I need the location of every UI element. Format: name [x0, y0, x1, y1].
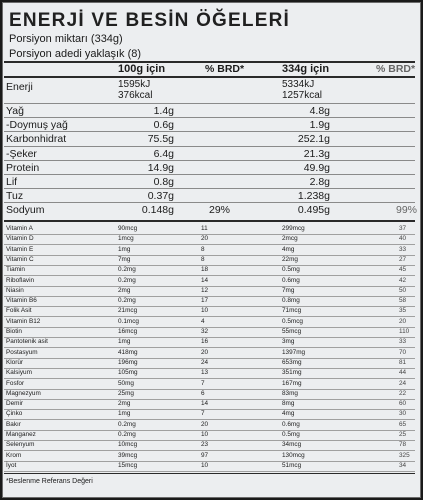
macro-row-divider: [4, 146, 415, 147]
vitamin-per100: 50mg: [118, 380, 134, 387]
vitamin-row-divider: [4, 234, 415, 235]
vitamin-row-divider: [4, 327, 415, 328]
energy-per-serving-kj: 5334kJ: [282, 79, 315, 90]
vitamin-per-serving: 351mg: [282, 369, 302, 376]
vitamin-name: Kalsiyum: [6, 369, 32, 376]
vitamin-per100: 0.2mg: [118, 277, 136, 284]
vitamins-divider: [4, 220, 415, 222]
vitamin-per100: 16mcg: [118, 328, 138, 335]
nutrient-per-serving: 21.3g: [303, 148, 330, 160]
vitamin-brd-per-serving: 70: [399, 349, 407, 356]
nutrient-per100: 0.6g: [153, 119, 174, 131]
vitamin-brd-per100: 8: [201, 246, 205, 253]
vitamin-per-serving: 3mg: [282, 338, 295, 345]
vitamin-name: Bakır: [6, 421, 21, 428]
vitamin-row-divider: [4, 368, 415, 369]
vitamin-brd-per-serving: 44: [399, 369, 407, 376]
vitamin-row-divider: [4, 358, 415, 359]
vitamin-per100: 0.2mg: [118, 266, 136, 273]
vitamin-name: İyot: [6, 462, 17, 469]
vitamin-brd-per100: 10: [201, 307, 209, 314]
vitamin-name: Klorür: [6, 359, 24, 366]
vitamin-per-serving: 51mcg: [282, 462, 302, 469]
vitamin-brd-per100: 10: [201, 431, 209, 438]
vitamin-row-divider: [4, 450, 415, 451]
vitamin-name: Vitamin A: [6, 225, 33, 232]
vitamin-per100: 21mcg: [118, 307, 138, 314]
nutrient-per-serving: 4.8g: [309, 105, 330, 117]
vitamin-brd-per100: 4: [201, 318, 205, 325]
vitamin-per-serving: 167mg: [282, 380, 302, 387]
vitamin-row-divider: [4, 378, 415, 379]
nutrient-name: Sodyum: [6, 204, 45, 216]
vitamin-name: Vitamin B6: [6, 297, 37, 304]
macro-row-divider: [4, 103, 415, 104]
macro-row-divider: [4, 131, 415, 132]
vitamin-brd-per100: 20: [201, 235, 209, 242]
vitamin-name: Postasyum: [6, 349, 38, 356]
vitamin-name: Fosfor: [6, 380, 25, 387]
vitamin-brd-per-serving: 22: [399, 390, 407, 397]
nutrient-name: Tuz: [6, 190, 24, 202]
vitamin-name: Krom: [6, 452, 22, 459]
vitamin-per-serving: 83mg: [282, 390, 298, 397]
energy-per100-kcal: 376kcal: [118, 90, 153, 101]
vitamin-brd-per-serving: 40: [399, 235, 407, 242]
nutrient-per100: 75.5g: [147, 133, 174, 145]
vitamin-name: Vitamin B12: [6, 318, 41, 325]
vitamin-name: Magnezyum: [6, 390, 41, 397]
vitamin-brd-per100: 17: [201, 297, 209, 304]
vitamin-brd-per-serving: 37: [399, 225, 407, 232]
vitamin-brd-per100: 16: [201, 338, 209, 345]
vitamin-row-divider: [4, 306, 415, 307]
vitamin-per-serving: 8mg: [282, 400, 295, 407]
vitamin-name: Manganez: [6, 431, 36, 438]
vitamin-row-divider: [4, 296, 415, 297]
vitamin-per-serving: 0.6mg: [282, 421, 300, 428]
vitamin-per-serving: 653mg: [282, 359, 302, 366]
vitamin-per100: 418mg: [118, 349, 138, 356]
vitamin-per100: 105mg: [118, 369, 138, 376]
vitamin-per100: 2mg: [118, 287, 131, 294]
vitamin-per-serving: 1397mg: [282, 349, 306, 356]
vitamin-name: Folik Asit: [6, 307, 32, 314]
vitamin-per100: 0.2mg: [118, 431, 136, 438]
vitamin-row-divider: [4, 275, 415, 276]
macro-row-divider: [4, 188, 415, 189]
nutrient-per-serving: 2.8g: [309, 176, 330, 188]
energy-per-serving-kcal: 1257kcal: [282, 90, 323, 101]
vitamin-row-divider: [4, 265, 415, 266]
vitamin-per-serving: 0.5mg: [282, 266, 300, 273]
vitamin-brd-per-serving: 65: [399, 421, 407, 428]
vitamin-per100: 1mg: [118, 246, 131, 253]
nutrient-name: Protein: [6, 162, 40, 174]
footnote: *Beslenme Referans Değeri: [6, 478, 93, 485]
macro-row-divider: [4, 160, 415, 161]
vitamin-row-divider: [4, 440, 415, 441]
macro-row-divider: [4, 174, 415, 175]
vitamin-name: Demir: [6, 400, 24, 407]
vitamin-brd-per-serving: 27: [399, 256, 407, 263]
header-brd-2: % BRD*: [376, 63, 416, 75]
vitamin-brd-per-serving: 60: [399, 400, 407, 407]
vitamin-name: Niasin: [6, 287, 24, 294]
vitamin-brd-per100: 11: [201, 225, 208, 232]
vitamin-per-serving: 2mcg: [282, 235, 298, 242]
vitamin-row-divider: [4, 419, 415, 420]
vitamin-per-serving: 0.8mg: [282, 297, 300, 304]
vitamin-brd-per-serving: 33: [399, 338, 407, 345]
macro-row-divider: [4, 117, 415, 118]
nutrient-brd-per-serving: 99%: [396, 204, 418, 216]
vitamin-brd-per-serving: 325: [399, 452, 410, 459]
vitamin-brd-per-serving: 24: [399, 380, 407, 387]
vitamin-brd-per100: 18: [201, 266, 209, 273]
nutrient-per100: 1.4g: [153, 105, 174, 117]
vitamin-per-serving: 7mg: [282, 287, 295, 294]
vitamin-per-serving: 0.5mg: [282, 431, 300, 438]
vitamin-per100: 1mg: [118, 410, 131, 417]
vitamin-row-divider: [4, 471, 415, 472]
vitamin-per-serving: 0.5mcg: [282, 318, 303, 325]
vitamin-brd-per100: 14: [201, 400, 209, 407]
vitamin-row-divider: [4, 337, 415, 338]
servings-per-container: Porsiyon adedi yaklaşık (8): [9, 48, 142, 60]
vitamin-per100: 0.2mg: [118, 421, 136, 428]
vitamin-row-divider: [4, 409, 415, 410]
nutrient-per100: 0.37g: [147, 190, 174, 202]
nutrient-per-serving: 1.9g: [309, 119, 330, 131]
vitamin-brd-per100: 7: [201, 410, 205, 417]
vitamin-per-serving: 4mg: [282, 246, 295, 253]
macro-row-divider: [4, 202, 415, 203]
vitamin-name: Vitamin E: [6, 246, 34, 253]
vitamin-brd-per-serving: 34: [399, 462, 407, 469]
vitamin-name: Tiamin: [6, 266, 25, 273]
vitamin-brd-per100: 6: [201, 390, 205, 397]
vitamin-brd-per100: 14: [201, 277, 209, 284]
vitamin-brd-per100: 23: [201, 441, 209, 448]
vitamin-per100: 0.2mg: [118, 297, 136, 304]
nutrient-per-serving: 0.495g: [297, 204, 330, 216]
vitamin-brd-per-serving: 20: [399, 318, 407, 325]
vitamin-per-serving: 34mcg: [282, 441, 302, 448]
vitamin-brd-per100: 24: [201, 359, 209, 366]
label-title: ENERJİ VE BESİN ÖĞELERİ: [9, 10, 290, 31]
vitamin-brd-per100: 32: [201, 328, 209, 335]
vitamin-per100: 39mcg: [118, 452, 138, 459]
nutrient-brd-per100: 29%: [209, 204, 231, 216]
vitamin-per100: 1mcg: [118, 235, 134, 242]
vitamin-name: Biotin: [6, 328, 22, 335]
vitamin-per100: 90mcg: [118, 225, 138, 232]
nutrient-per-serving: 49.9g: [303, 162, 330, 174]
header-divider-bottom: [4, 76, 415, 78]
vitamin-per100: 25mg: [118, 390, 134, 397]
vitamin-row-divider: [4, 461, 415, 462]
vitamin-name: Çinko: [6, 410, 23, 417]
vitamin-brd-per100: 10: [201, 462, 209, 469]
vitamin-brd-per-serving: 78: [399, 441, 407, 448]
vitamin-per-serving: 130mcg: [282, 452, 305, 459]
vitamin-brd-per-serving: 58: [399, 297, 407, 304]
nutrient-per100: 0.148g: [141, 204, 174, 216]
vitamin-row-divider: [4, 316, 415, 317]
vitamin-row-divider: [4, 399, 415, 400]
nutrient-name: Yağ: [6, 105, 24, 117]
nutrient-per-serving: 252.1g: [297, 133, 330, 145]
vitamin-row-divider: [4, 286, 415, 287]
vitamin-brd-per-serving: 25: [399, 431, 407, 438]
vitamin-row-divider: [4, 389, 415, 390]
vitamin-per-serving: 71mcg: [282, 307, 302, 314]
vitamin-brd-per100: 13: [201, 369, 209, 376]
vitamin-row-divider: [4, 430, 415, 431]
vitamin-per100: 10mcg: [118, 441, 138, 448]
vitamin-per-serving: 0.6mg: [282, 277, 300, 284]
energy-per100-kj: 1595kJ: [118, 79, 151, 90]
vitamin-brd-per100: 97: [201, 452, 209, 459]
vitamin-brd-per-serving: 45: [399, 266, 407, 273]
nutrient-name: Karbonhidrat: [6, 133, 67, 145]
vitamin-per-serving: 4mg: [282, 410, 295, 417]
header-per-serving: 334g için: [282, 63, 330, 75]
vitamin-brd-per-serving: 110: [399, 328, 410, 335]
vitamin-brd-per100: 20: [201, 421, 209, 428]
vitamin-brd-per-serving: 30: [399, 410, 407, 417]
vitamin-per100: 0.1mcg: [118, 318, 139, 325]
vitamin-per100: 196mg: [118, 359, 138, 366]
nutrient-name: -Şeker: [6, 148, 37, 160]
vitamin-brd-per-serving: 33: [399, 246, 407, 253]
vitamin-row-divider: [4, 347, 415, 348]
nutrient-per-serving: 1.238g: [297, 190, 330, 202]
nutrient-per100: 0.8g: [153, 176, 174, 188]
vitamin-name: Riboflavin: [6, 277, 35, 284]
vitamin-per100: 7mg: [118, 256, 131, 263]
vitamin-row-divider: [4, 244, 415, 245]
vitamin-name: Vitamin C: [6, 256, 34, 263]
vitamin-brd-per-serving: 81: [399, 359, 407, 366]
energy-label: Enerji: [6, 81, 33, 93]
nutrient-per100: 6.4g: [153, 148, 174, 160]
vitamin-per-serving: 22mg: [282, 256, 298, 263]
vitamin-brd-per100: 12: [201, 287, 209, 294]
nutrient-name: -Doymuş yağ: [6, 119, 68, 131]
vitamin-brd-per-serving: 35: [399, 307, 407, 314]
vitamin-brd-per-serving: 42: [399, 277, 407, 284]
header-per-100g: 100g için: [118, 63, 166, 75]
footnote-divider: [4, 473, 415, 474]
vitamin-per100: 1mg: [118, 338, 131, 345]
header-brd-1: % BRD*: [205, 63, 245, 75]
vitamin-per-serving: 55mcg: [282, 328, 302, 335]
vitamin-per100: 2mg: [118, 400, 131, 407]
vitamin-brd-per100: 20: [201, 349, 209, 356]
vitamin-row-divider: [4, 255, 415, 256]
vitamin-per-serving: 299mcg: [282, 225, 305, 232]
vitamin-brd-per100: 7: [201, 380, 205, 387]
vitamin-name: Vitamin D: [6, 235, 34, 242]
vitamin-brd-per-serving: 50: [399, 287, 407, 294]
nutrient-per100: 14.9g: [147, 162, 174, 174]
vitamin-name: Pantotenik asit: [6, 338, 48, 345]
serving-size: Porsiyon miktarı (334g): [9, 33, 123, 45]
vitamin-name: Selenyum: [6, 441, 35, 448]
vitamin-brd-per100: 8: [201, 256, 205, 263]
nutrient-name: Lif: [6, 176, 18, 188]
vitamin-per100: 15mcg: [118, 462, 138, 469]
